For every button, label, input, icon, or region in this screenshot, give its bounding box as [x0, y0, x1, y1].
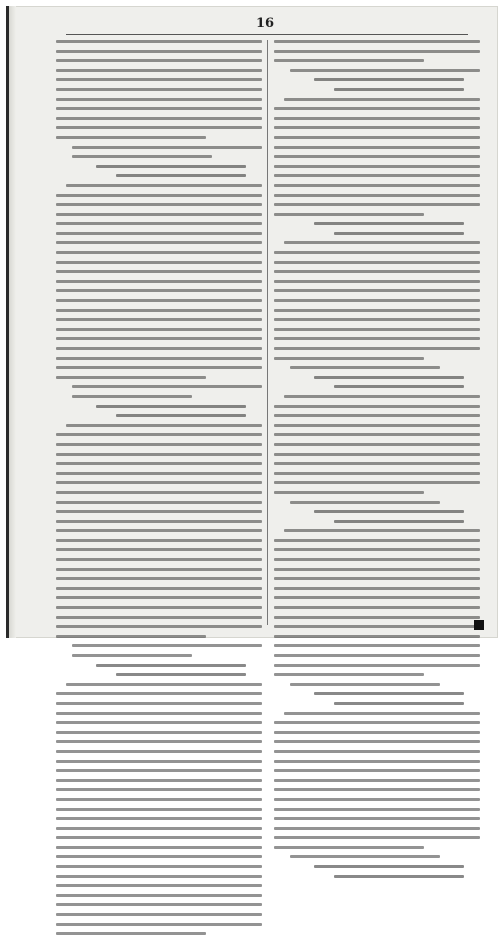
- text-line: [274, 721, 480, 724]
- text-line: [56, 932, 206, 935]
- scanned-page: [6, 6, 498, 638]
- text-line: [274, 453, 480, 456]
- text-line: [274, 155, 480, 158]
- text-line: [56, 798, 262, 801]
- signature-line: [116, 414, 246, 417]
- signature-line: [116, 174, 246, 177]
- text-line: [72, 644, 262, 647]
- text-line: [56, 289, 262, 292]
- text-line: [274, 731, 480, 734]
- text-line: [274, 779, 480, 782]
- text-line: [274, 203, 480, 206]
- text-line: [274, 788, 480, 791]
- text-line: [56, 481, 262, 484]
- text-line: [274, 606, 480, 609]
- text-line: [274, 424, 480, 427]
- text-line: [56, 59, 262, 62]
- text-line: [274, 59, 424, 62]
- text-line: [56, 836, 262, 839]
- text-line: [274, 194, 480, 197]
- text-line: [56, 788, 262, 791]
- text-line: [274, 414, 480, 417]
- text-line: [56, 587, 262, 590]
- text-line: [274, 481, 480, 484]
- page-number: 16: [256, 16, 275, 31]
- text-line: [56, 846, 262, 849]
- text-line: [56, 376, 206, 379]
- text-line: [66, 683, 262, 686]
- text-line: [274, 270, 480, 273]
- signature-line: [334, 232, 464, 235]
- text-line: [56, 808, 262, 811]
- text-line: [56, 875, 262, 878]
- text-line: [56, 88, 262, 91]
- text-line: [290, 366, 440, 369]
- text-line: [274, 251, 480, 254]
- text-line: [56, 520, 262, 523]
- text-line: [274, 798, 480, 801]
- text-line: [56, 78, 262, 81]
- text-line: [56, 865, 262, 868]
- text-line: [56, 817, 262, 820]
- text-line: [56, 616, 262, 619]
- left-column: [56, 40, 264, 942]
- text-line: [274, 213, 424, 216]
- text-line: [56, 270, 262, 273]
- text-line: [274, 616, 480, 619]
- text-line: [56, 69, 262, 72]
- text-line: [56, 731, 262, 734]
- text-line: [274, 808, 480, 811]
- text-line: [274, 827, 480, 830]
- text-line: [274, 596, 480, 599]
- text-line: [56, 299, 262, 302]
- text-line: [56, 903, 262, 906]
- text-line: [56, 280, 262, 283]
- text-line: [56, 740, 262, 743]
- text-line: [274, 750, 480, 753]
- text-line: [56, 232, 262, 235]
- text-line: [56, 596, 262, 599]
- text-line: [274, 539, 480, 542]
- text-line: [56, 318, 262, 321]
- text-line: [56, 126, 262, 129]
- text-line: [56, 98, 262, 101]
- text-line: [274, 347, 480, 350]
- text-line: [274, 126, 480, 129]
- text-line: [274, 318, 480, 321]
- signature-line: [314, 78, 464, 81]
- text-line: [66, 184, 262, 187]
- text-line: [72, 654, 192, 657]
- text-line: [72, 155, 212, 158]
- text-line: [274, 846, 424, 849]
- text-line: [56, 337, 262, 340]
- text-line: [274, 136, 480, 139]
- text-line: [56, 894, 262, 897]
- signature-line: [334, 702, 464, 705]
- text-line: [56, 827, 262, 830]
- text-line: [274, 165, 480, 168]
- text-line: [274, 174, 480, 177]
- text-line: [274, 309, 480, 312]
- text-line: [56, 606, 262, 609]
- text-line: [56, 529, 262, 532]
- text-line: [56, 357, 262, 360]
- signature-line: [314, 510, 464, 513]
- text-line: [56, 251, 262, 254]
- text-line: [274, 654, 480, 657]
- text-line: [56, 712, 262, 715]
- signature-line: [334, 520, 464, 523]
- text-line: [72, 395, 192, 398]
- text-line: [56, 261, 262, 264]
- text-line: [274, 568, 480, 571]
- text-line: [274, 769, 480, 772]
- text-line: [56, 923, 262, 926]
- text-line: [274, 146, 480, 149]
- text-line: [56, 568, 262, 571]
- text-line: [56, 692, 262, 695]
- text-line: [56, 702, 262, 705]
- text-line: [290, 855, 440, 858]
- text-line: [56, 203, 262, 206]
- text-line: [274, 740, 480, 743]
- text-line: [284, 712, 480, 715]
- text-line: [56, 779, 262, 782]
- text-line: [72, 146, 262, 149]
- text-line: [56, 241, 262, 244]
- text-line: [274, 558, 480, 561]
- text-line: [56, 635, 206, 638]
- page-binding-edge: [6, 6, 16, 638]
- text-line: [274, 357, 424, 360]
- text-line: [284, 98, 480, 101]
- text-line: [274, 836, 480, 839]
- text-line: [56, 433, 262, 436]
- text-line: [56, 50, 262, 53]
- text-line: [274, 817, 480, 820]
- text-line: [274, 50, 480, 53]
- text-line: [56, 347, 262, 350]
- signature-line: [96, 165, 246, 168]
- right-column: [274, 40, 482, 884]
- text-line: [56, 328, 262, 331]
- text-line: [274, 261, 480, 264]
- signature-line: [116, 673, 246, 676]
- text-line: [56, 453, 262, 456]
- text-line: [274, 491, 424, 494]
- text-line: [274, 405, 480, 408]
- text-line: [274, 548, 480, 551]
- signature-line: [314, 222, 464, 225]
- text-line: [56, 539, 262, 542]
- text-line: [56, 194, 262, 197]
- text-line: [274, 625, 480, 628]
- text-line: [56, 855, 262, 858]
- text-line: [56, 558, 262, 561]
- text-line: [284, 241, 480, 244]
- text-line: [56, 136, 206, 139]
- text-line: [284, 395, 480, 398]
- signature-line: [96, 664, 246, 667]
- text-line: [56, 309, 262, 312]
- text-line: [274, 107, 480, 110]
- signature-line: [96, 405, 246, 408]
- text-line: [274, 664, 480, 667]
- text-line: [274, 587, 480, 590]
- text-line: [56, 548, 262, 551]
- text-line: [56, 213, 262, 216]
- text-line: [56, 40, 262, 43]
- text-line: [56, 577, 262, 580]
- signature-line: [314, 865, 464, 868]
- text-line: [274, 328, 480, 331]
- text-line: [274, 760, 480, 763]
- header-rule: [66, 34, 468, 35]
- text-line: [274, 337, 480, 340]
- signature-line: [334, 875, 464, 878]
- text-line: [290, 69, 480, 72]
- text-line: [56, 721, 262, 724]
- text-line: [274, 184, 480, 187]
- scan-corner-mark: [474, 620, 484, 630]
- text-line: [56, 366, 262, 369]
- text-line: [56, 913, 262, 916]
- text-line: [56, 443, 262, 446]
- text-line: [290, 501, 440, 504]
- text-line: [274, 40, 480, 43]
- text-line: [56, 769, 262, 772]
- text-line: [56, 501, 262, 504]
- text-line: [274, 472, 480, 475]
- text-line: [66, 424, 262, 427]
- text-line: [274, 289, 480, 292]
- signature-line: [334, 88, 464, 91]
- text-line: [290, 683, 440, 686]
- text-line: [56, 491, 262, 494]
- text-line: [274, 673, 424, 676]
- text-line: [274, 577, 480, 580]
- signature-line: [314, 692, 464, 695]
- text-line: [56, 750, 262, 753]
- text-line: [56, 625, 262, 628]
- text-line: [56, 107, 262, 110]
- text-line: [274, 280, 480, 283]
- text-line: [274, 443, 480, 446]
- text-line: [274, 635, 480, 638]
- text-line: [56, 884, 262, 887]
- text-line: [72, 385, 262, 388]
- text-line: [274, 299, 480, 302]
- text-line: [56, 760, 262, 763]
- text-line: [274, 117, 480, 120]
- text-line: [56, 222, 262, 225]
- text-line: [56, 510, 262, 513]
- column-divider: [267, 40, 268, 625]
- text-line: [274, 433, 480, 436]
- text-line: [284, 529, 480, 532]
- signature-line: [314, 376, 464, 379]
- text-line: [274, 462, 480, 465]
- text-line: [56, 117, 262, 120]
- text-line: [56, 462, 262, 465]
- text-line: [56, 472, 262, 475]
- signature-line: [334, 385, 464, 388]
- text-line: [274, 644, 480, 647]
